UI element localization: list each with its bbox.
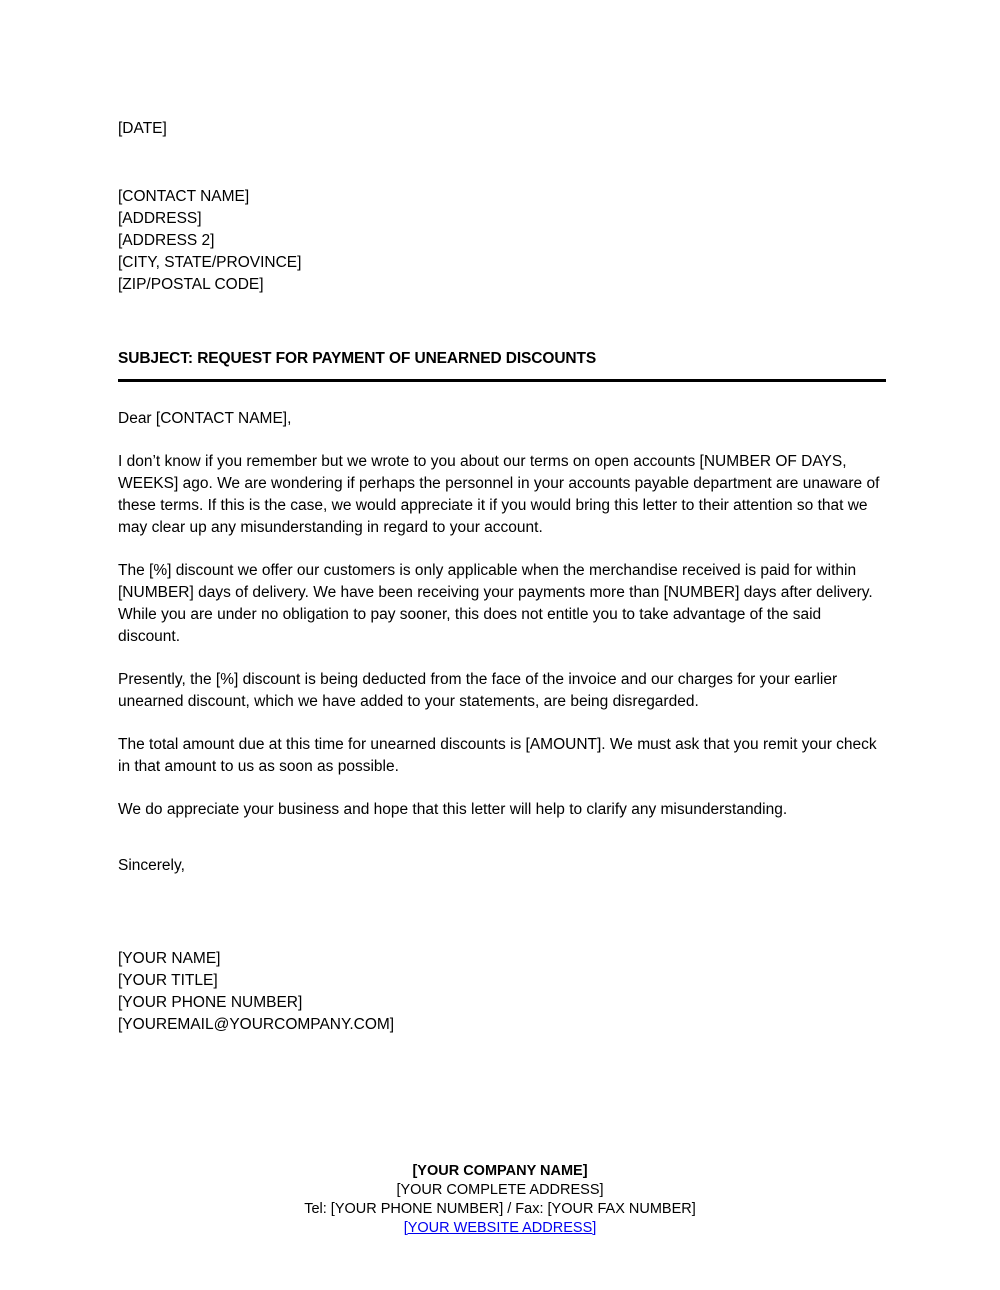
recipient-address-2: [ADDRESS 2] <box>118 232 215 249</box>
footer-address: [YOUR COMPLETE ADDRESS] <box>396 1182 604 1198</box>
page-footer <box>0 1162 1000 1238</box>
body-paragraph-3: Presently, the [%] discount is being deducted from the face of the invoice and our charges for your earlier unearned discount, which we have added to your statements, are being disregarded. <box>118 671 838 710</box>
body-paragraph-4: The total amount due at this time for unearned discounts is [AMOUNT]. We must ask that you remit your check in that amount to us as soon as possible. <box>118 736 877 775</box>
letter-content <box>118 0 886 1036</box>
recipient-city-state: [CITY, STATE/PROVINCE] <box>118 254 302 271</box>
salutation-line: Dear [CONTACT NAME], <box>118 410 292 427</box>
signer-phone: [YOUR PHONE NUMBER] <box>118 994 303 1011</box>
footer-website-link-wrapper <box>0 1219 1000 1238</box>
recipient-contact-name: [CONTACT NAME] <box>118 188 250 205</box>
date-line: [DATE] <box>118 120 167 137</box>
signer-title: [YOUR TITLE] <box>118 972 218 989</box>
body-paragraph-2: The [%] discount we offer our customers is only applicable when the merchandise received is paid for within [NUMBER] days of delivery. We have been receiving your payments more than [NUMBER] days after delivery. While you are under no obligation to pay sooner, this does not entitle you to take advantage of the said discount. <box>118 562 873 645</box>
subject-section <box>118 296 886 382</box>
subject-line: SUBJECT: REQUEST FOR PAYMENT OF UNEARNED DISCOUNTS <box>118 350 597 367</box>
closing-line: Sincerely, <box>118 857 185 874</box>
recipient-zip-code: [ZIP/POSTAL CODE] <box>118 276 264 293</box>
letter-body <box>118 0 886 1036</box>
signer-email: [YOUREMAIL@YOURCOMPANY.COM] <box>118 1016 395 1033</box>
footer-phone-fax: Tel: [YOUR PHONE NUMBER] / Fax: [YOUR FAX NUMBER] <box>304 1201 696 1217</box>
recipient-address-block <box>118 140 886 296</box>
body-paragraph-5: We do appreciate your business and hope that this letter will help to clarify any misunderstanding. <box>118 801 788 818</box>
body-paragraph-1: I don’t know if you remember but we wrote to you about our terms on open accounts [NUMBER OF DAYS, WEEKS] ago. We are wondering if perhaps the personnel in your accounts payable department are unaware of these terms. If this is the case, we would appreciate it if you would bring this letter to their attention so that we may clear up any misunderstanding in regard to your account. <box>118 453 880 536</box>
footer-company-name: [YOUR COMPANY NAME] <box>412 1163 588 1179</box>
footer-website-link[interactable]: [YOUR WEBSITE ADDRESS] <box>403 1220 597 1236</box>
signer-name: [YOUR NAME] <box>118 950 221 967</box>
signature-block <box>118 877 886 1036</box>
recipient-address-1: [ADDRESS] <box>118 210 202 227</box>
